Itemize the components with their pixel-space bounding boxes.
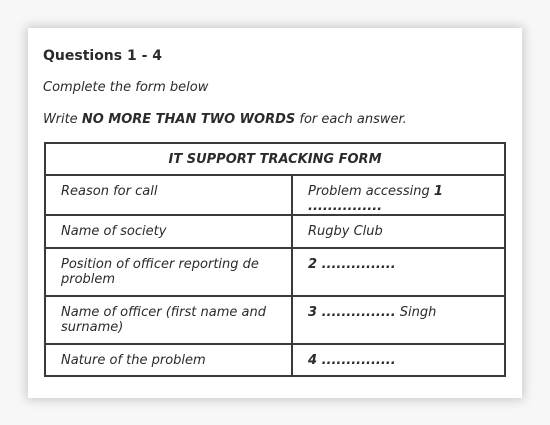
instruction-prefix: Write bbox=[43, 112, 82, 127]
row-value bbox=[292, 296, 505, 344]
value-prefix: Problem accessing bbox=[308, 184, 434, 199]
answer-blank[interactable]: ............... bbox=[308, 199, 383, 214]
value-prefix: Rugby Club bbox=[308, 224, 383, 239]
row-label: Nature of the problem bbox=[45, 344, 292, 376]
row-value bbox=[292, 344, 505, 376]
row-value bbox=[292, 248, 505, 296]
form-title: IT SUPPORT TRACKING FORM bbox=[45, 143, 505, 175]
table-row bbox=[45, 175, 505, 215]
instruction-emphasis: NO MORE THAN TWO WORDS bbox=[81, 112, 296, 127]
row-label: Name of society bbox=[45, 215, 292, 248]
answer-blank[interactable]: ............... bbox=[317, 257, 396, 272]
value-suffix: Singh bbox=[395, 305, 437, 320]
row-value bbox=[292, 175, 505, 215]
row-label: Reason for call bbox=[45, 175, 292, 215]
question-card bbox=[28, 28, 522, 398]
row-label: Position of officer reporting de problem bbox=[45, 248, 292, 296]
instruction-complete-form: Complete the form below bbox=[43, 80, 209, 95]
table-row bbox=[45, 215, 505, 248]
table-row bbox=[45, 296, 505, 344]
question-number: 3 bbox=[308, 305, 318, 320]
row-value bbox=[292, 215, 505, 248]
questions-heading: Questions 1 - 4 bbox=[43, 48, 163, 64]
question-number: 4 bbox=[308, 353, 318, 368]
row-label: Name of officer (first name and surname) bbox=[45, 296, 292, 344]
table-row bbox=[45, 248, 505, 296]
table-row bbox=[45, 344, 505, 376]
instruction-word-limit bbox=[43, 112, 407, 127]
answer-blank[interactable]: ............... bbox=[317, 353, 396, 368]
instruction-suffix: for each answer. bbox=[295, 112, 407, 127]
answer-blank[interactable]: ............... bbox=[317, 305, 396, 320]
it-support-tracking-form bbox=[44, 142, 506, 377]
question-number: 2 bbox=[308, 257, 318, 272]
question-number: 1 bbox=[433, 184, 443, 199]
